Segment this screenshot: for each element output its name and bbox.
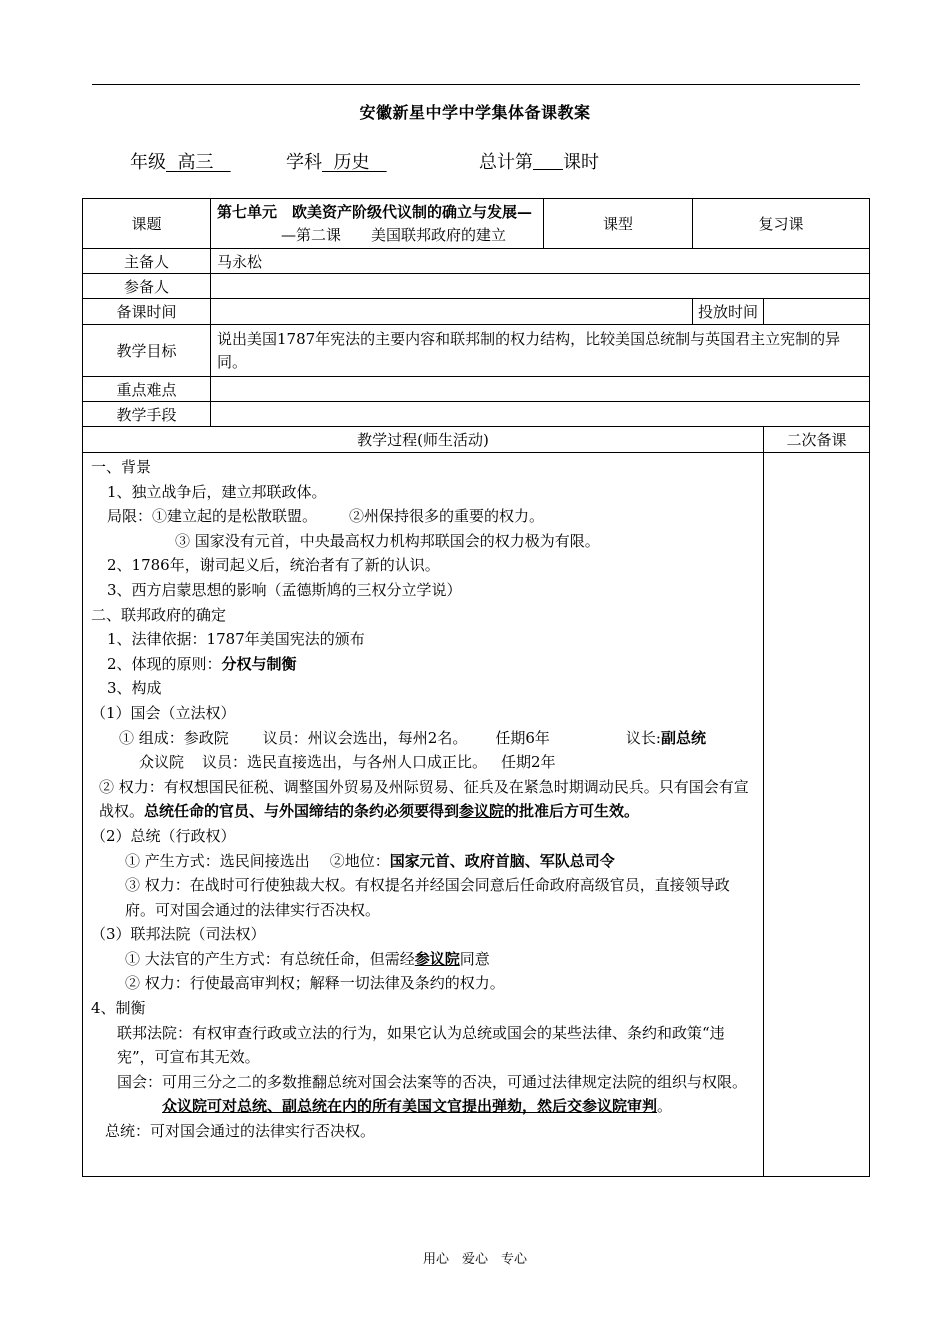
subject-value: 历史 — [333, 152, 370, 173]
process-label: 教学过程(师生活动) — [83, 427, 764, 453]
prep-time-value — [211, 299, 693, 325]
subject-label: 学科 — [286, 152, 322, 173]
goal-text: 说出美国1787年宪法的主要内容和联邦制的权力结构，比较美国总统制与英国君主立宪制的异同。 — [211, 325, 870, 377]
process-content — [83, 453, 764, 1177]
time-row — [83, 299, 870, 325]
second-prep-column — [764, 453, 870, 1177]
total-blank — [533, 153, 563, 170]
grade-value: 高三 — [177, 152, 214, 173]
line-item: ② 权力：有权想国民征税、调整国外贸易及州际贸易、征兵及在紧急时期调动民兵。只有国会有宣战权。总统任命的官员、与外国缔结的条约必须要得到参议院的批准后方可生效。 — [99, 777, 749, 821]
participants-label: 参备人 — [83, 274, 211, 299]
line-item: 2、体现的原则：分权与制衡 — [107, 654, 297, 673]
means-row — [83, 402, 870, 427]
line-item: 联邦法院：有权审查行政或立法的行为，如果它认为总统或国会的某些法律、条约和政策“违宪”，可宣布其无效。 — [117, 1023, 725, 1067]
deliver-time-label: 投放时间 — [693, 299, 764, 325]
line-item: 众议院 议员：选民直接选出，与各州人口成正比。 任期2年 — [139, 753, 556, 772]
line-item: ① 产生方式：选民间接选出 ②地位：国家元首、政府首脑、军队总司令 — [125, 851, 615, 870]
means-value — [211, 402, 870, 427]
second-prep-label: 二次备课 — [764, 427, 870, 453]
process-header-row — [83, 427, 870, 453]
footer-slogan: 用心 爱心 专心 — [422, 1252, 527, 1267]
participants-value — [211, 274, 870, 299]
line-item: ① 组成：参政院 议员：州议会选出，每州2名。 任期6年 议长:副总统 — [119, 728, 706, 747]
total-hours-field — [479, 148, 599, 174]
document-title: 安徽新星中学中学集体备课教案 — [359, 103, 591, 122]
goal-label: 教学目标 — [83, 325, 211, 377]
prep-time-label: 备课时间 — [83, 299, 211, 325]
lead-value: 马永松 — [211, 249, 870, 274]
line-item: 总统：可对国会通过的法律实行否决权。 — [105, 1122, 376, 1141]
line-item: 1、法律依据：1787年美国宪法的颁布 — [107, 630, 365, 649]
line-item: ① 大法官的产生方式：有总统任命，但需经参议院同意 — [125, 949, 490, 968]
line-subsection: （3）联邦法院（司法权） — [91, 925, 266, 944]
goal-row — [83, 325, 870, 377]
total-label: 总计第 — [479, 152, 533, 173]
keypoints-value — [211, 377, 870, 402]
keypoints-label: 重点难点 — [83, 377, 211, 402]
line-item: ② 权力：行使最高审判权；解释一切法律及条约的权力。 — [125, 974, 505, 993]
keypoints-row — [83, 377, 870, 402]
means-label: 教学手段 — [83, 402, 211, 427]
line-item: ③ 权力：在战时可行使独裁大权。有权提名并经国会同意后任命政府高级官员，直接领导政府。可对国会通过的法律实行否决权。 — [125, 876, 730, 919]
line-background: 一、背景 — [91, 458, 152, 476]
line-item: 1、独立战争后，建立邦联政体。 — [107, 482, 327, 501]
grade-label: 年级 — [130, 152, 166, 173]
header-rule — [92, 84, 860, 85]
total-suffix: 课时 — [563, 152, 599, 173]
process-body-row — [83, 453, 870, 1177]
line-item: 2、1786年，谢司起义后，统治者有了新的认识。 — [107, 556, 440, 575]
topic-line-2: —第二课 美国联邦政府的建立 — [281, 225, 507, 244]
line-item: 局限：①建立起的是松散联盟。 ②州保持很多的重要的权力。 — [107, 507, 545, 526]
lesson-plan-table — [82, 198, 870, 1177]
line-section: 4、制衡 — [91, 999, 146, 1018]
line-section: 二、联邦政府的确定 — [91, 605, 227, 624]
line-item: 3、西方启蒙思想的影响（孟德斯鸠的三权分立学说） — [107, 580, 462, 599]
participants-row — [83, 274, 870, 299]
line-item: 3、构成 — [107, 679, 162, 698]
line-subsection: （1）国会（立法权） — [91, 703, 236, 722]
line-item: ③ 国家没有元首，中央最高权力机构邦联国会的权力极为有限。 — [175, 531, 600, 550]
grade-field — [130, 148, 231, 174]
topic-line-1: 第七单元 欧美资产阶级代议制的确立与发展— — [217, 202, 533, 221]
type-label: 课型 — [544, 199, 693, 249]
lead-label: 主备人 — [83, 249, 211, 274]
line-subsection: （2）总统（行政权） — [91, 826, 236, 845]
line-item: 国会： 可用三分之二的多数推翻总统对国会法案等的否决，可通过法律规定法院的组织与权限。众议院可对总统、副总统在内的所有美国文官提出弹劾，然后交参议院审判。 — [117, 1072, 748, 1116]
topic-label: 课题 — [83, 199, 211, 249]
lead-row — [83, 249, 870, 274]
topic-cell — [211, 199, 544, 249]
type-value: 复习课 — [693, 199, 870, 249]
topic-row — [83, 199, 870, 249]
deliver-time-value — [764, 299, 870, 325]
subject-field — [286, 148, 387, 174]
